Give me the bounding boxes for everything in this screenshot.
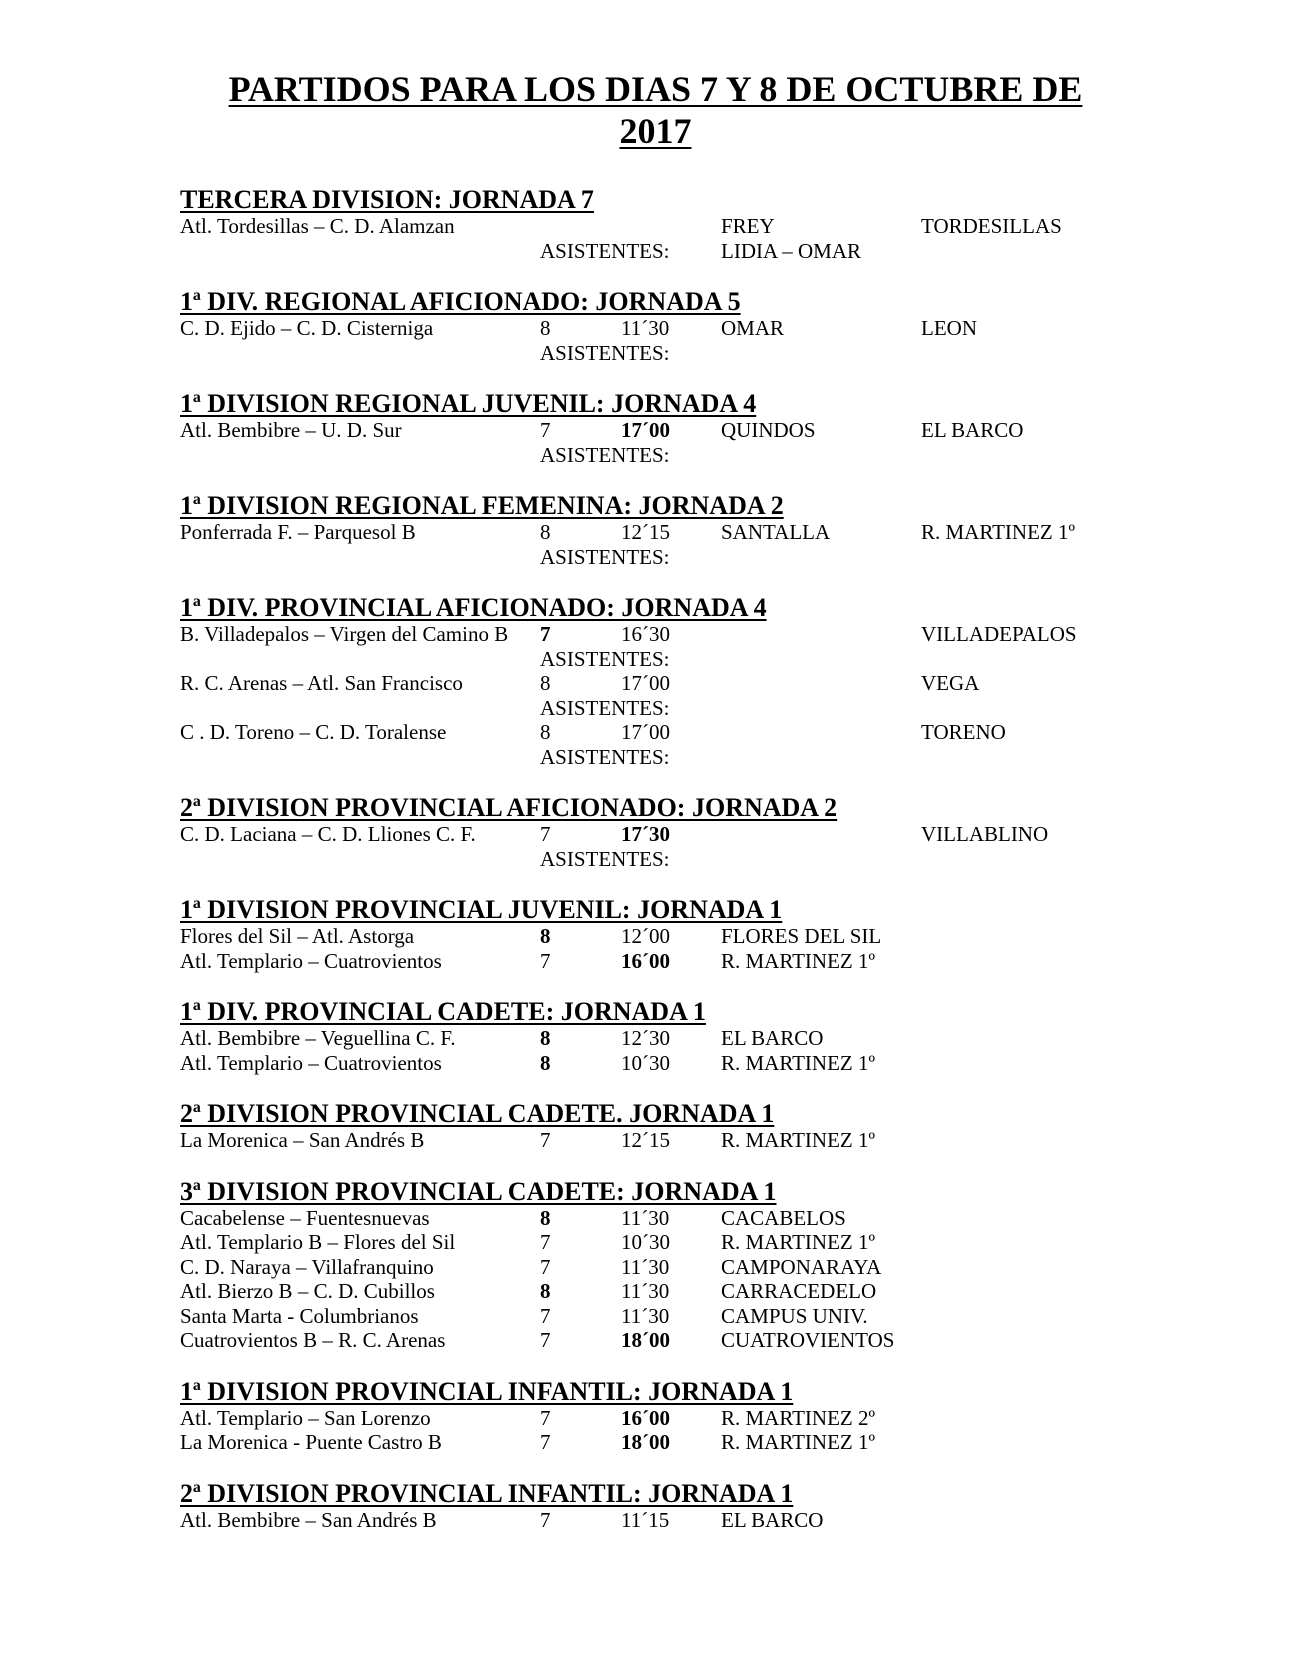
division-heading-text: TERCERA DIVISION: JORNADA 7 <box>180 185 594 214</box>
match-time: 17´30 <box>621 822 670 846</box>
match-referee: CAMPUS UNIV. <box>721 1303 868 1328</box>
match-row <box>180 1430 1280 1455</box>
match-teams: C. D. Laciana – C. D. Lliones C. F. <box>180 822 476 846</box>
division-section <box>180 1178 1280 1353</box>
match-day: 8 <box>540 924 551 948</box>
match-row <box>180 671 1280 696</box>
match-referee: FLORES DEL SIL <box>721 924 882 948</box>
match-day: 7 <box>540 418 551 442</box>
match-row <box>180 1328 1280 1353</box>
match-venue: TORENO <box>921 720 1006 744</box>
match-row <box>180 1026 1280 1051</box>
division-section <box>180 1378 1280 1455</box>
match-row <box>180 214 1280 239</box>
match-row <box>180 1051 1280 1076</box>
match-venue: LEON <box>921 316 977 340</box>
division-heading-text: 2ª DIVISION PROVINCIAL AFICIONADO: JORNADA 2 <box>180 793 838 822</box>
match-row <box>180 822 1280 847</box>
division-section <box>180 896 1280 973</box>
division-heading <box>180 794 1280 822</box>
match-referee: CACABELOS <box>721 1205 846 1230</box>
match-day: 7 <box>540 1230 551 1254</box>
match-venue: EL BARCO <box>921 418 1024 442</box>
assistants-names: LIDIA – OMAR <box>721 238 861 263</box>
division-heading-text: 1ª DIVISION PROVINCIAL INFANTIL: JORNADA 1 <box>180 1376 794 1406</box>
match-time: 10´30 <box>621 1050 670 1075</box>
match-row <box>180 1230 1280 1255</box>
match-row <box>180 418 1280 443</box>
match-time: 11´30 <box>621 1254 670 1279</box>
match-day: 8 <box>540 520 551 544</box>
division-heading-text: 1ª DIVISION REGIONAL JUVENIL: JORNADA 4 <box>180 389 757 418</box>
division-heading <box>180 390 1280 418</box>
assistants-row <box>180 745 1280 770</box>
match-referee: FREY <box>721 214 775 238</box>
match-venue: VEGA <box>921 671 980 695</box>
match-teams: C . D. Toreno – C. D. Toralense <box>180 720 447 744</box>
match-row <box>180 1304 1280 1329</box>
assistants-row <box>180 239 1280 264</box>
match-teams: B. Villadepalos – Virgen del Camino B <box>180 622 509 646</box>
fixture-sections <box>180 186 1280 1557</box>
division-section <box>180 492 1280 569</box>
match-teams: La Morenica - Puente Castro B <box>180 1430 442 1454</box>
match-day: 7 <box>540 622 551 646</box>
match-day: 8 <box>540 1026 551 1050</box>
match-teams: La Morenica – San Andrés B <box>180 1128 425 1152</box>
division-section <box>180 794 1280 871</box>
division-section <box>180 1100 1280 1153</box>
match-row <box>180 924 1280 949</box>
match-teams: Cuatrovientos B – R. C. Arenas <box>180 1328 446 1352</box>
assistants-label: ASISTENTES: <box>540 442 670 467</box>
match-venue: TORDESILLAS <box>921 214 1062 238</box>
match-referee: OMAR <box>721 316 785 340</box>
match-time: 11´30 <box>621 1303 670 1328</box>
match-day: 8 <box>540 671 551 695</box>
assistants-label: ASISTENTES: <box>540 646 670 671</box>
match-day: 8 <box>540 1050 551 1075</box>
match-time: 11´30 <box>621 1205 670 1230</box>
match-referee: EL BARCO <box>721 1026 824 1050</box>
division-section <box>180 998 1280 1075</box>
assistants-label: ASISTENTES: <box>540 544 670 569</box>
match-teams: Atl. Bierzo B – C. D. Cubillos <box>180 1279 435 1303</box>
match-time: 17´00 <box>621 671 670 695</box>
division-heading <box>180 594 1280 622</box>
division-heading <box>180 288 1280 316</box>
match-row <box>180 1279 1280 1304</box>
title-line-2: 2017 <box>619 111 692 151</box>
match-venue: VILLADEPALOS <box>921 622 1077 646</box>
match-referee: R. MARTINEZ 1º <box>721 1128 875 1152</box>
match-teams: Ponferrada F. – Parquesol B <box>180 520 416 544</box>
match-time: 12´15 <box>621 1128 670 1152</box>
division-heading <box>180 186 1280 214</box>
assistants-row <box>180 847 1280 872</box>
match-time: 16´00 <box>621 1405 670 1430</box>
match-referee: R. MARTINEZ 1º <box>721 948 875 973</box>
match-referee: QUINDOS <box>721 418 816 442</box>
match-day: 7 <box>540 1328 551 1352</box>
match-row <box>180 720 1280 745</box>
match-day: 8 <box>540 1205 551 1230</box>
division-heading <box>180 896 1280 924</box>
division-heading-text: 3ª DIVISION PROVINCIAL CADETE: JORNADA 1 <box>180 1176 777 1206</box>
match-time: 12´15 <box>621 520 670 544</box>
division-heading <box>180 1378 1280 1406</box>
match-time: 18´00 <box>621 1328 670 1352</box>
match-time: 11´15 <box>621 1507 670 1532</box>
match-teams: Atl. Templario – San Lorenzo <box>180 1405 431 1430</box>
match-teams: C. D. Naraya – Villafranquino <box>180 1254 434 1279</box>
match-day: 8 <box>540 1279 551 1303</box>
division-heading <box>180 1480 1280 1508</box>
match-teams: Atl. Bembibre – San Andrés B <box>180 1507 437 1532</box>
match-teams: Flores del Sil – Atl. Astorga <box>180 924 415 948</box>
division-heading-text: 2ª DIVISION PROVINCIAL INFANTIL: JORNADA 1 <box>180 1478 794 1508</box>
match-day: 8 <box>540 720 551 744</box>
match-time: 10´30 <box>621 1230 670 1254</box>
match-row <box>180 622 1280 647</box>
division-heading-text: 1ª DIV. PROVINCIAL AFICIONADO: JORNADA 4 <box>180 593 767 622</box>
match-teams: Atl. Bembibre – Veguellina C. F. <box>180 1026 456 1050</box>
match-day: 7 <box>540 1254 551 1279</box>
division-heading <box>180 1178 1280 1206</box>
division-heading <box>180 492 1280 520</box>
match-day: 7 <box>540 1128 551 1152</box>
match-row <box>180 1508 1280 1533</box>
match-referee: R. MARTINEZ 1º <box>721 1430 875 1454</box>
division-section <box>180 288 1280 365</box>
match-referee: R. MARTINEZ 1º <box>721 1050 875 1075</box>
title-line-1: PARTIDOS PARA LOS DIAS 7 Y 8 DE OCTUBRE DE <box>228 69 1083 109</box>
division-heading <box>180 1100 1280 1128</box>
assistants-row <box>180 341 1280 366</box>
match-day: 7 <box>540 948 551 973</box>
match-day: 7 <box>540 822 551 846</box>
match-time: 12´00 <box>621 924 670 948</box>
assistants-row <box>180 443 1280 468</box>
match-teams: Atl. Bembibre – U. D. Sur <box>180 418 402 442</box>
match-teams: Atl. Templario B – Flores del Sil <box>180 1230 456 1254</box>
division-heading-text: 1ª DIVISION REGIONAL FEMENINA: JORNADA 2 <box>180 491 784 520</box>
assistants-label: ASISTENTES: <box>540 695 670 720</box>
match-referee: EL BARCO <box>721 1507 824 1532</box>
match-day: 7 <box>540 1405 551 1430</box>
division-section <box>180 1480 1280 1533</box>
match-teams: Atl. Tordesillas – C. D. Alamzan <box>180 214 455 238</box>
match-time: 11´30 <box>621 1279 670 1303</box>
match-row <box>180 316 1280 341</box>
division-heading <box>180 998 1280 1026</box>
division-heading-text: 1ª DIV. REGIONAL AFICIONADO: JORNADA 5 <box>180 287 741 316</box>
division-section <box>180 390 1280 467</box>
match-time: 12´30 <box>621 1026 670 1050</box>
match-teams: R. C. Arenas – Atl. San Francisco <box>180 671 463 695</box>
match-time: 16´30 <box>621 622 670 646</box>
assistants-label: ASISTENTES: <box>540 744 670 769</box>
match-venue: R. MARTINEZ 1º <box>921 520 1075 544</box>
match-referee: CUATROVIENTOS <box>721 1328 895 1352</box>
match-teams: Santa Marta - Columbrianos <box>180 1303 419 1328</box>
match-time: 16´00 <box>621 948 670 973</box>
match-row <box>180 1255 1280 1280</box>
match-time: 11´30 <box>621 316 670 340</box>
match-teams: Atl. Templario – Cuatrovientos <box>180 948 442 973</box>
assistants-label: ASISTENTES: <box>540 340 670 365</box>
match-time: 17´00 <box>621 418 670 442</box>
assistants-label: ASISTENTES: <box>540 846 670 871</box>
division-section <box>180 186 1280 263</box>
match-day: 7 <box>540 1430 551 1454</box>
assistants-row <box>180 545 1280 570</box>
division-heading-text: 2ª DIVISION PROVINCIAL CADETE. JORNADA 1 <box>180 1099 775 1128</box>
assistants-label: ASISTENTES: <box>540 238 670 263</box>
match-time: 18´00 <box>621 1430 670 1454</box>
match-row <box>180 520 1280 545</box>
match-teams: C. D. Ejido – C. D. Cisterniga <box>180 316 434 340</box>
match-venue: VILLABLINO <box>921 822 1049 846</box>
match-time: 17´00 <box>621 720 670 744</box>
match-teams: Cacabelense – Fuentesnuevas <box>180 1205 430 1230</box>
division-heading-text: 1ª DIV. PROVINCIAL CADETE: JORNADA 1 <box>180 997 706 1026</box>
document-title <box>0 68 1311 152</box>
division-heading-text: 1ª DIVISION PROVINCIAL JUVENIL: JORNADA 1 <box>180 895 783 924</box>
match-row <box>180 1406 1280 1431</box>
match-referee: CARRACEDELO <box>721 1279 877 1303</box>
match-row <box>180 1128 1280 1153</box>
division-section <box>180 594 1280 769</box>
match-referee: CAMPONARAYA <box>721 1254 882 1279</box>
assistants-row <box>180 696 1280 721</box>
match-row <box>180 949 1280 974</box>
match-day: 7 <box>540 1303 551 1328</box>
match-teams: Atl. Templario – Cuatrovientos <box>180 1050 442 1075</box>
match-row <box>180 1206 1280 1231</box>
match-referee: R. MARTINEZ 2º <box>721 1405 875 1430</box>
assistants-row <box>180 647 1280 672</box>
match-referee: R. MARTINEZ 1º <box>721 1230 875 1254</box>
match-day: 7 <box>540 1507 551 1532</box>
match-referee: SANTALLA <box>721 520 831 544</box>
match-day: 8 <box>540 316 551 340</box>
